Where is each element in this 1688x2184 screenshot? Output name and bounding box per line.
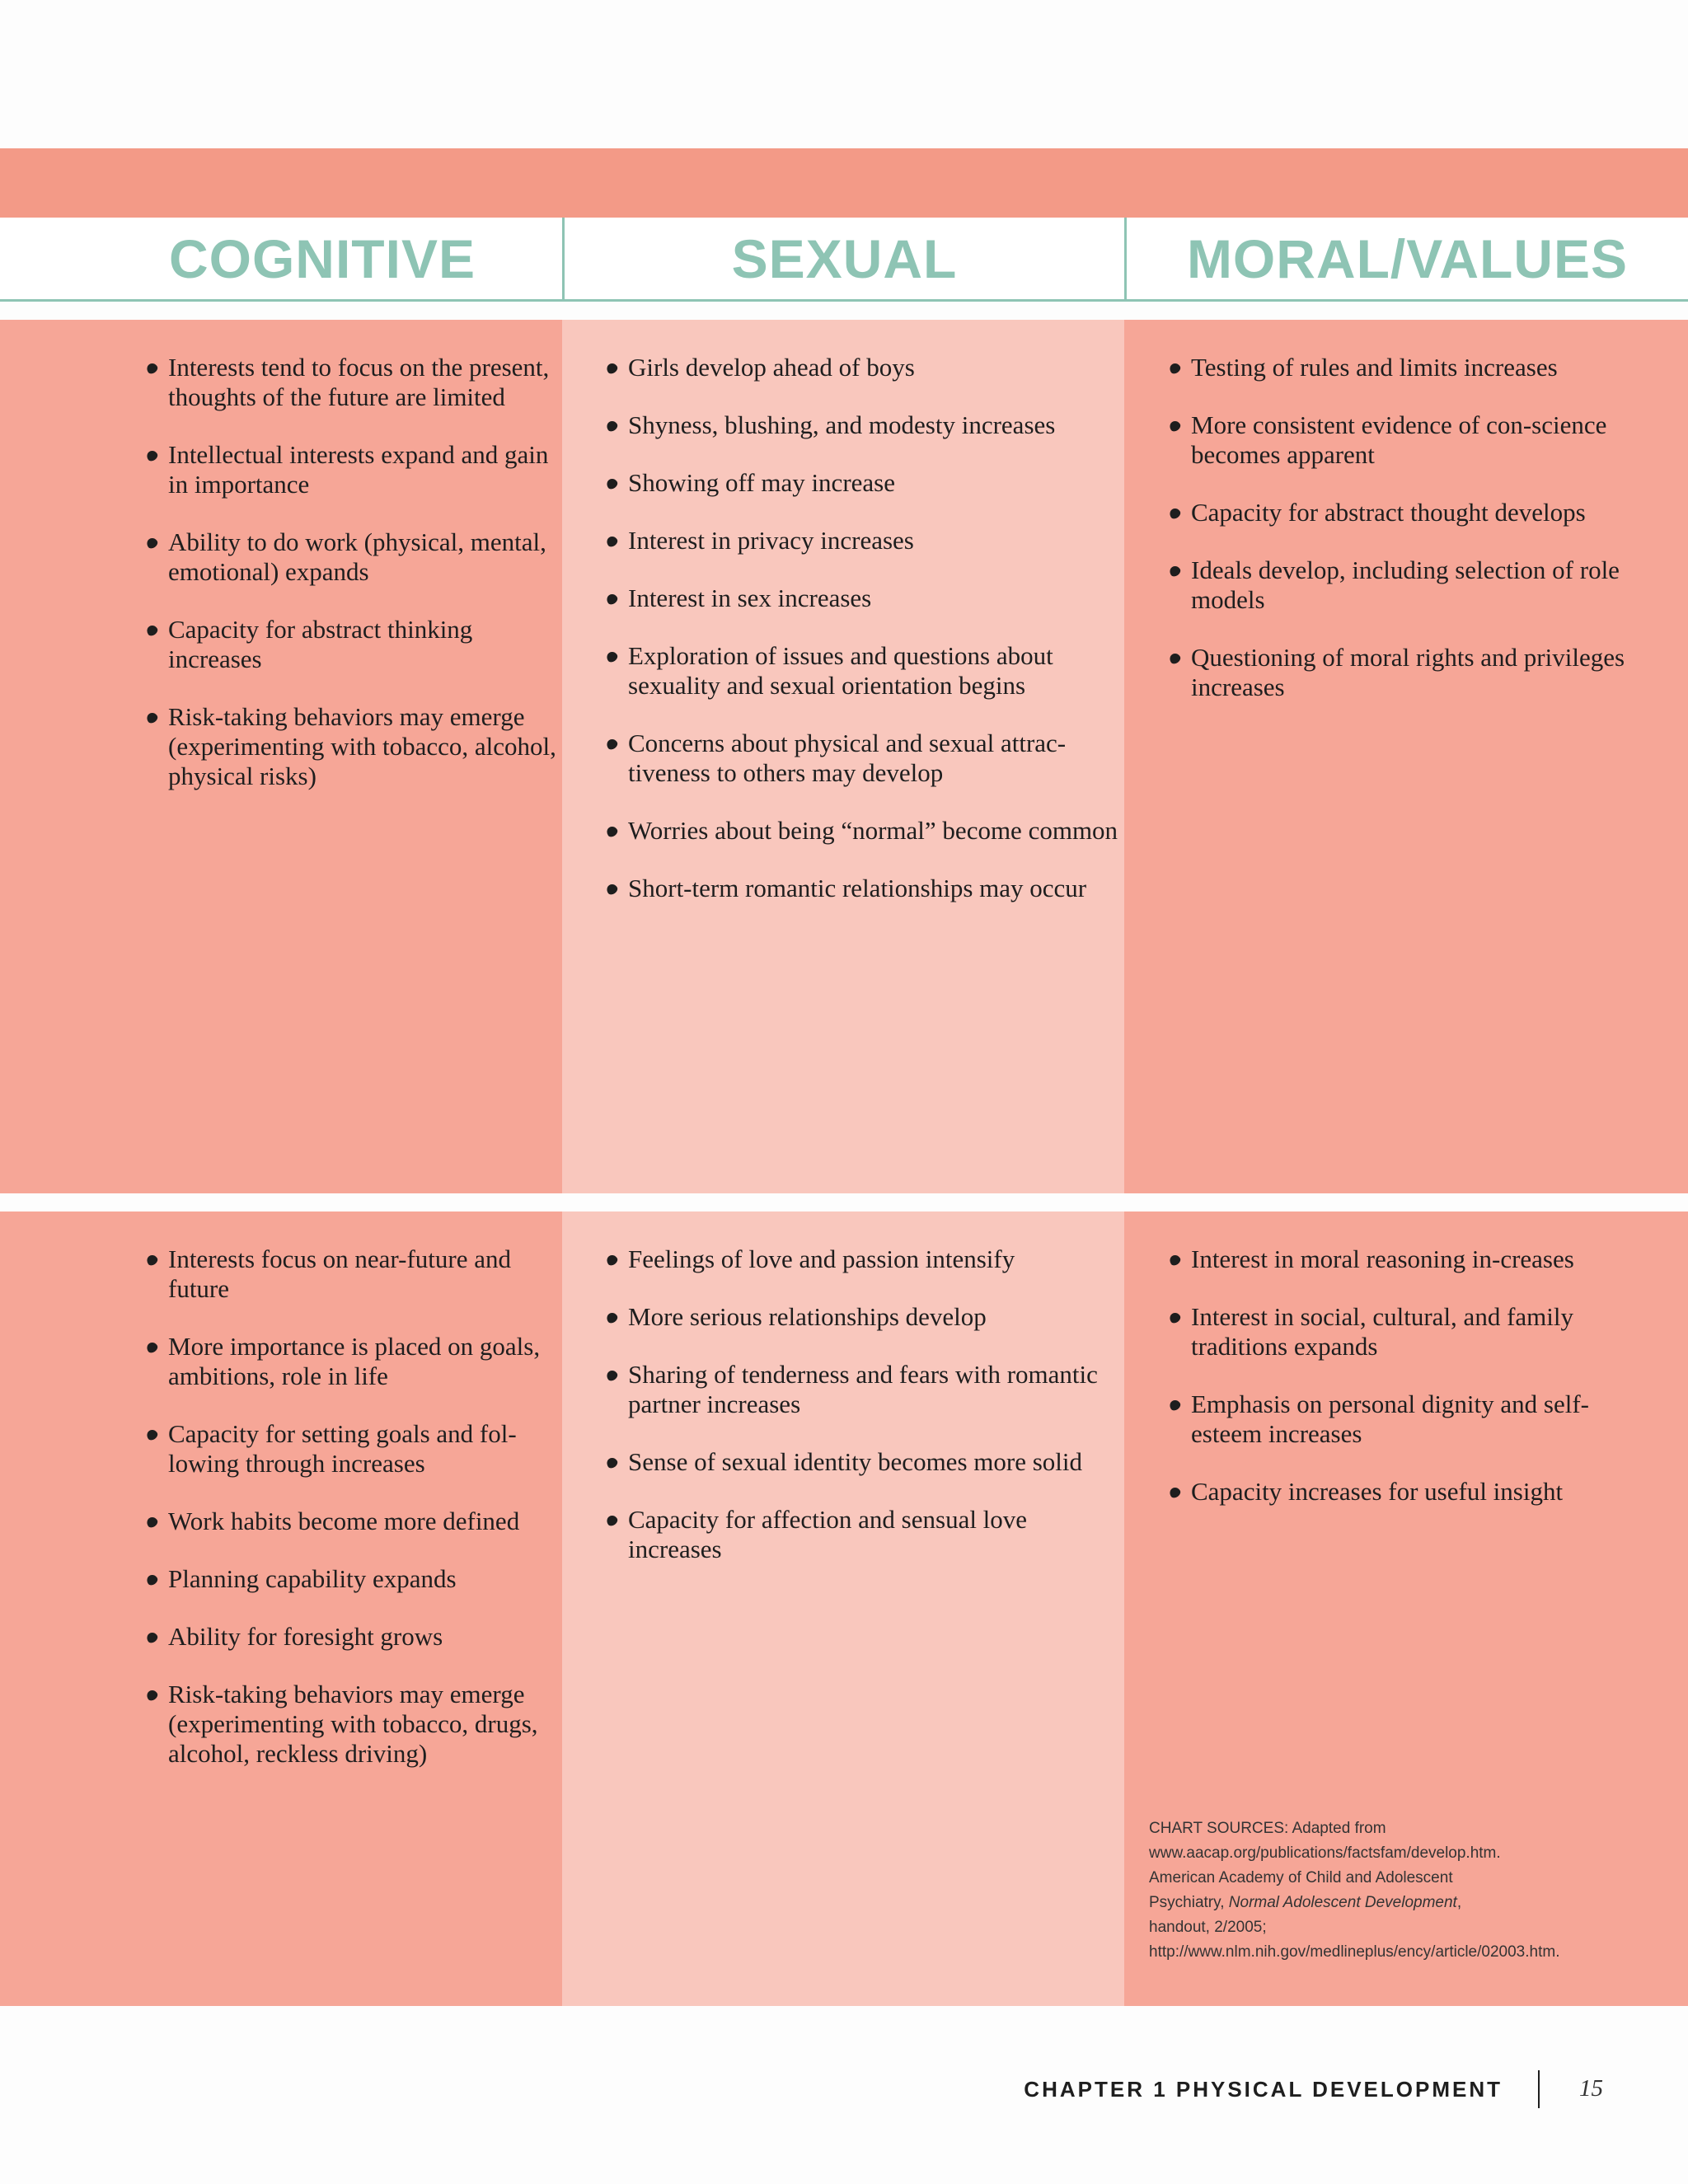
list-item: Planning capability expands	[147, 1564, 559, 1594]
list-item: Intellectual interests expand and gain in importance	[147, 440, 559, 499]
footer-divider	[1538, 2070, 1540, 2108]
list-item: Short-term romantic relationships may occur	[607, 874, 1122, 903]
sources-suffix: , handout, 2/2005; http://www.nlm.nih.gov/medlineplus/ency/article/02003.htm.	[1149, 1894, 1560, 1961]
row1-moral-list	[1170, 353, 1631, 730]
list-item: Showing off may increase	[607, 468, 1122, 498]
list-item: Concerns about physical and sexual attrac-tiveness to others may develop	[607, 729, 1122, 788]
sources-title: Normal Adolescent Development	[1228, 1894, 1457, 1911]
list-item: Capacity for abstract thought develops	[1170, 498, 1631, 527]
row2-moral-list	[1170, 1244, 1631, 1535]
top-color-band	[0, 148, 1688, 218]
row2-sexual-panel	[562, 1212, 1124, 2006]
list-item: More importance is placed on goals, ambitions, role in life	[147, 1332, 559, 1391]
list-item: Interest in privacy increases	[607, 526, 1122, 555]
list-item: Ideals develop, including selection of role models	[1170, 555, 1631, 615]
list-item: Interests tend to focus on the present, thoughts of the future are limited	[147, 353, 559, 412]
header-cognitive: COGNITIVE	[168, 227, 476, 289]
page-number: 15	[1579, 2075, 1603, 2102]
sources-prefix: CHART SOURCES: Adapted from www.aacap.org/publications/factsfam/develop.htm. American Academy of Child and Adolescent Psychiatry,	[1149, 1820, 1501, 1911]
row2-moral-panel	[1124, 1212, 1688, 2006]
list-item: Capacity increases for useful insight	[1170, 1477, 1631, 1507]
header-moral-values: MORAL/VALUES	[1124, 218, 1688, 299]
list-item: Testing of rules and limits increases	[1170, 353, 1631, 382]
list-item: Risk-taking behaviors may emerge (experimenting with tobacco, drugs, alcohol, reckless driving)	[147, 1680, 559, 1769]
list-item: Ability for foresight grows	[147, 1622, 559, 1652]
list-item: Work habits become more defined	[147, 1507, 559, 1536]
list-item: Sharing of tenderness and fears with romantic partner increases	[607, 1360, 1122, 1419]
list-item: Interest in moral reasoning in-creases	[1170, 1244, 1631, 1274]
row2-cognitive-list	[147, 1244, 559, 1797]
footer-chapter-title: CHAPTER 1 PHYSICAL DEVELOPMENT	[1024, 2077, 1503, 2102]
list-item: Risk-taking behaviors may emerge (experimenting with tobacco, alcohol, physical risks)	[147, 702, 559, 791]
row2-sexual-list	[607, 1244, 1122, 1592]
list-item: Interest in sex increases	[607, 583, 1122, 613]
row1-sexual-list	[607, 353, 1122, 931]
list-item: More serious relationships develop	[607, 1302, 1122, 1332]
column-header-row	[0, 218, 1688, 302]
row2-cognitive-panel	[0, 1212, 562, 2006]
list-item: Interest in social, cultural, and family traditions expands	[1170, 1302, 1631, 1361]
list-item: Capacity for affection and sensual love increases	[607, 1505, 1122, 1564]
list-item: Exploration of issues and questions about sexuality and sexual orientation begins	[607, 641, 1122, 701]
list-item: Shyness, blushing, and modesty increases	[607, 410, 1122, 440]
list-item: Emphasis on personal dignity and self-esteem increases	[1170, 1390, 1631, 1449]
list-item: Capacity for abstract thinking increases	[147, 615, 559, 674]
row1-cognitive-list	[147, 353, 559, 819]
list-item: Capacity for setting goals and fol-lowing through increases	[147, 1419, 559, 1479]
list-item: Interests focus on near-future and future	[147, 1244, 559, 1304]
list-item: Questioning of moral rights and privileges increases	[1170, 643, 1631, 702]
list-item: More consistent evidence of con-science becomes apparent	[1170, 410, 1631, 470]
row1-sexual-panel	[562, 320, 1124, 1193]
chart-sources	[1149, 1816, 1560, 1965]
row1-moral-panel	[1124, 320, 1688, 1193]
list-item: Feelings of love and passion intensify	[607, 1244, 1122, 1274]
list-item: Girls develop ahead of boys	[607, 353, 1122, 382]
list-item: Ability to do work (physical, mental, emotional) expands	[147, 527, 559, 587]
list-item: Worries about being “normal” become common	[607, 816, 1122, 846]
row1-cognitive-panel	[0, 320, 562, 1193]
header-sexual: SEXUAL	[562, 218, 1124, 299]
list-item: Sense of sexual identity becomes more solid	[607, 1447, 1122, 1477]
